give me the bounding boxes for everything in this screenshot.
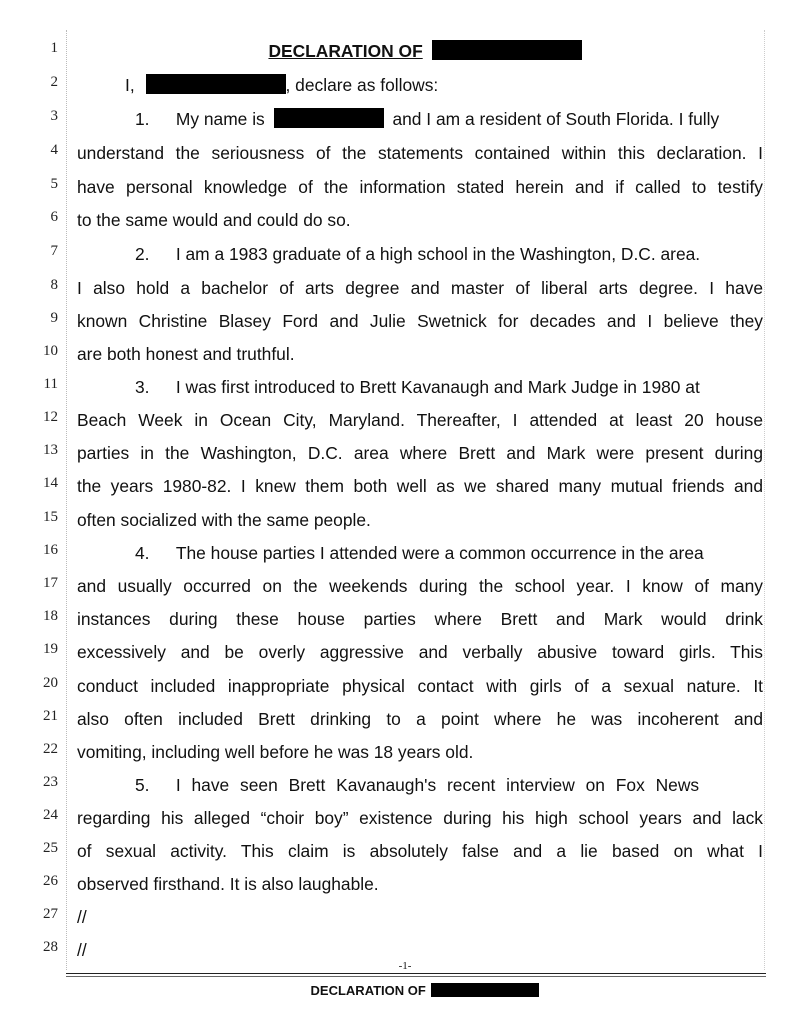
line-number: 22 (43, 741, 58, 757)
para5-line4: observed firsthand. It is also laughable. (77, 874, 379, 894)
line-number: 21 (43, 708, 58, 724)
left-margin-rule (66, 30, 68, 970)
redacted-name-intro (146, 74, 286, 94)
line-number: 11 (43, 376, 58, 392)
continuation-mark: // (77, 907, 87, 927)
footer-rule (66, 973, 766, 974)
para5-line3: of sexual activity. This claim is absolutely false and a lie based on what I (77, 841, 763, 861)
line-number: 15 (43, 509, 58, 525)
right-margin-rule (764, 30, 766, 970)
para2-line4: are both honest and truthful. (77, 344, 295, 364)
line-number: 14 (43, 475, 58, 491)
para5-line2: regarding his alleged “choir boy” existence during his high school years and lack (77, 808, 763, 828)
para2-line2: I also hold a bachelor of arts degree and master of liberal arts degree. I have (77, 278, 763, 298)
line-number: 25 (43, 840, 58, 856)
para1-line3: have personal knowledge of the information stated herein and if called to testify (77, 177, 763, 197)
line-number: 2 (50, 74, 58, 90)
para2-line1: 2. I am a 1983 graduate of a high school in the Washington, D.C. area. (135, 244, 701, 264)
line-number: 23 (43, 774, 58, 790)
redacted-name-para1 (274, 108, 384, 128)
para2-line3: known Christine Blasey Ford and Julie Swetnick for decades and I believe they (77, 311, 763, 331)
line-number: 16 (43, 542, 58, 558)
para4-line2: and usually occurred on the weekends during the school year. I know of many (77, 576, 763, 596)
line-number: 1 (50, 40, 58, 56)
line-number: 6 (50, 209, 58, 225)
line-number: 24 (43, 807, 58, 823)
line-number: 13 (43, 442, 58, 458)
footer-label (0, 983, 810, 998)
line-number: 4 (50, 142, 58, 158)
para4-line6: also often included Brett drinking to a point where he was incoherent and (77, 709, 763, 729)
para2-number: 2. (135, 244, 150, 264)
para3-number: 3. (135, 377, 150, 397)
para3-line1: 3. I was first introduced to Brett Kavanaugh and Mark Judge in 1980 at (135, 377, 700, 397)
para4-number: 4. (135, 543, 150, 563)
para1-number: 1. (135, 109, 150, 129)
para3-line2: Beach Week in Ocean City, Maryland. Thereafter, I attended at least 20 house (77, 410, 763, 430)
line-number: 18 (43, 608, 58, 624)
para1-line1: 1. My name is and I am a resident of South Florida. I fully (135, 109, 720, 129)
para4-line1: 4. The house parties I attended were a common occurrence in the area (135, 543, 704, 563)
line-number: 7 (50, 243, 58, 259)
para3-line4: the years 1980-82. I knew them both well as we shared many mutual friends and (77, 476, 763, 496)
document-title (0, 40, 810, 62)
redacted-name-footer (431, 983, 539, 997)
para4-line3: instances during these house parties where Brett and Mark would drink (77, 609, 763, 629)
para5-number: 5. (135, 775, 150, 795)
para5-line1: 5. I have seen Brett Kavanaugh's recent interview on Fox News (135, 775, 700, 795)
para1-line2: understand the seriousness of the statements contained within this declaration. I (77, 143, 763, 163)
para3-line3: parties in the Washington, D.C. area where Brett and Mark were present during (77, 443, 763, 463)
redacted-name-title (432, 40, 582, 60)
line-number: 26 (43, 873, 58, 889)
line-number: 27 (43, 906, 58, 922)
page-number: -1- (398, 960, 412, 972)
line-number: 19 (43, 641, 58, 657)
title-text: DECLARATION OF (268, 41, 423, 61)
line-number: 17 (43, 575, 58, 591)
line-number: 12 (43, 409, 58, 425)
para4-line4: excessively and be overly aggressive and verbally abusive toward girls. This (77, 642, 763, 662)
para4-line7: vomiting, including well before he was 18 years old. (77, 742, 474, 762)
line-number: 9 (50, 310, 58, 326)
continuation-mark: // (77, 940, 87, 960)
para4-line5: conduct included inappropriate physical contact with girls of a sexual nature. It (77, 676, 763, 696)
line-number: 20 (43, 675, 58, 691)
footer-rule (66, 976, 766, 977)
line-number-gutter (0, 0, 60, 1024)
para1-line4: to the same would and could do so. (77, 210, 351, 230)
intro-line: I, , declare as follows: (125, 75, 439, 95)
line-number: 8 (50, 277, 58, 293)
line-number: 5 (50, 176, 58, 192)
line-number: 10 (43, 343, 58, 359)
footer-title: DECLARATION OF (310, 983, 426, 998)
para3-line5: often socialized with the same people. (77, 510, 371, 530)
line-number: 28 (43, 939, 58, 955)
line-number: 3 (50, 108, 58, 124)
